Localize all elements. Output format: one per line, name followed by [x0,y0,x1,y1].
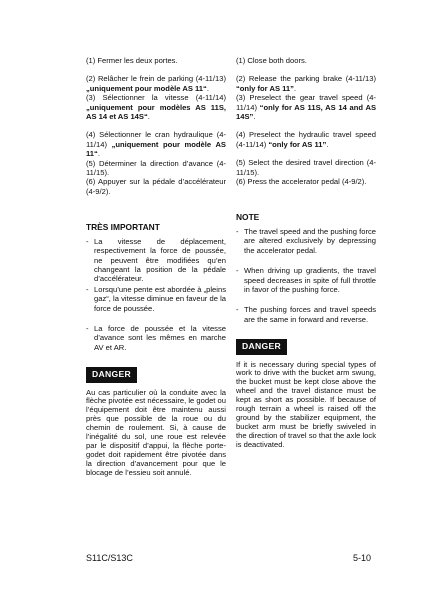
fr-step-5: (5) Déterminer la direction d’avance (4-11/15). [86,158,226,178]
fr-important-item: - La force de poussée et la vitesse d’avance sont les mêmes en marche AV et AR. [86,323,226,352]
en-step-6: (6) Press the accelerator pedal (4-9/2). [236,177,367,187]
en-danger-label: DANGER [236,339,287,354]
en-danger-text: If it is necessary during special types of work to drive with the bucket arm swung, the bucket must be kept close above the wheel and the travel distance must be kept as short as possible. If because of rough terrain a wheel is raised off the ground by the stabilizer equipment, the bucket arm must be briefly swiveled in the direction of travel so that the axle lock is deactivated. [236,359,376,449]
en-note-item: - The travel speed and the pushing force are altered exclusively by depressing the accelerator pedal. [236,226,376,255]
en-step-3: (3) Preselect the gear travel speed (4-11/14) “only for AS 11S, AS 14 and AS 14S”. [236,93,377,122]
en-note-item: - The pushing forces and travel speeds are the same in forward and reverse. [236,305,376,324]
fr-step-3: (3) Sélectionner la vitesse (4-11/14) „uniquement pour modèles AS 11S, AS 14 et AS 14S“. [86,93,226,122]
fr-important-item: - Lorsqu’une pente est abordée à „pleins gaz“, la vitesse diminue en faveur de la force de poussée. [86,284,226,313]
en-note-item: - When driving up gradients, the travel speed decreases in spite of full throttle in favor of the pushing force. [236,266,376,294]
fr-important-heading: TRÈS IMPORTANT [86,222,160,233]
fr-step-6: (6) Appuyer sur la pédale d’accélérateur (4-9/2). [86,177,226,196]
fr-step-1: (1) Fermer les deux portes. [86,56,178,65]
fr-danger-text: Au cas particulier où la conduite avec la flèche pivotée est nécessaire, le godet ou l’équipement doit être maintenu aussi près que possible de la roue ou du chemin de roulement. Si, à cause de l’inégalité du sol, une roue est relevée par le dispositif d’appui, la flèche porte-godet doit rapidement être pivotée dans la direction d’avancement pour que le blocage de l’essieu soit annulé. [86,387,226,477]
footer-page-number: 5-10 [353,553,372,563]
english-column [236,56,376,450]
en-note-heading: NOTE [236,212,260,223]
fr-danger-label: DANGER [86,367,137,382]
fr-step-4: (4) Sélectionner le cran hydraulique (4-11/14) „uniquement pour modèle AS 11“. [86,130,226,159]
en-step-4: (4) Preselect the hydraulic travel speed (4-11/14) “only for AS 11”. [236,130,376,149]
en-step-1: (1) Close both doors. [236,56,307,65]
fr-important-item: - La vitesse de déplacement, respectivement la force de poussée, ne peuvent être modifiées qu’en changeant la position de la pédale d’accélérateur. [86,236,226,284]
en-step-2: (2) Release the parking brake (4-11/13) “only for AS 11”. [236,74,376,93]
en-step-5: (5) Select the desired travel direction (4-11/15). [236,158,376,177]
fr-step-2: (2) Relâcher le frein de parking (4-11/13) „uniquement pour modèle AS 11“. [86,74,226,93]
french-column [86,56,226,478]
footer-model: S11C/S13C [86,553,133,563]
